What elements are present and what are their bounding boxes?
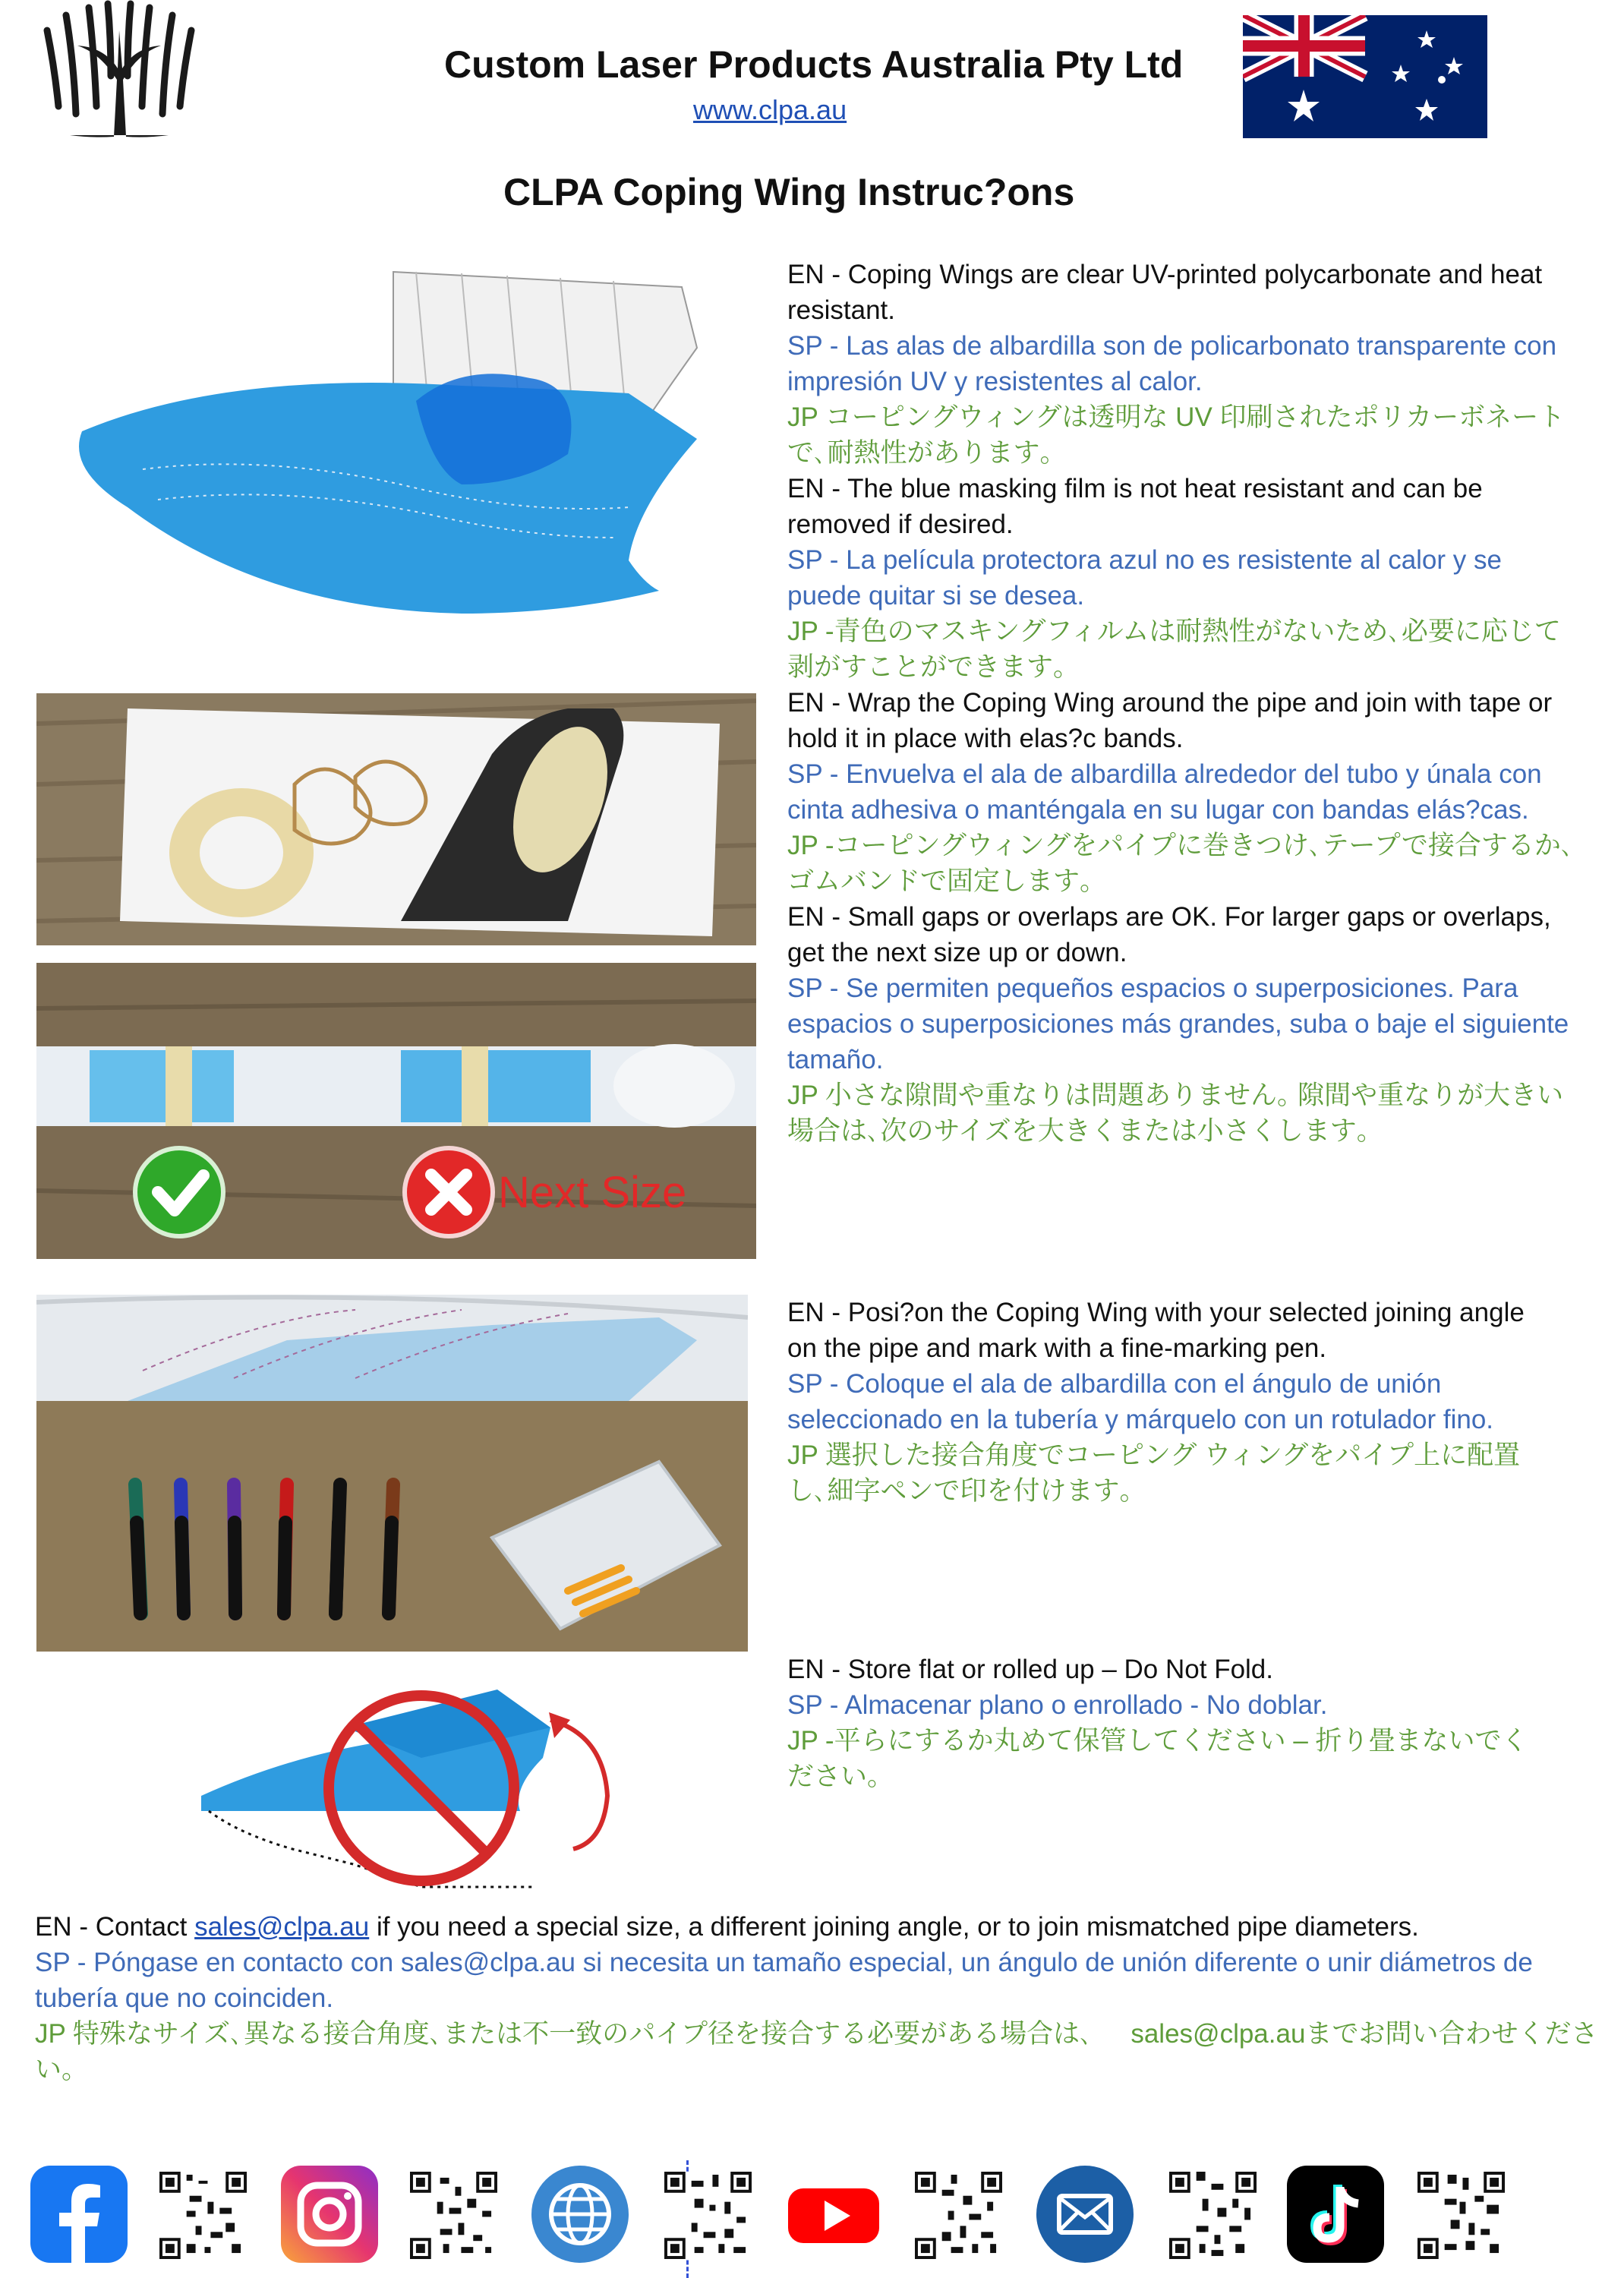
youtube-qr-code[interactable] [915, 2172, 1002, 2259]
facebook-icon[interactable] [30, 2166, 128, 2263]
contact-jp [35, 2016, 1622, 2087]
website-link[interactable]: www.clpa.au [693, 94, 847, 125]
pipe-fit-comparison-image [36, 963, 756, 1259]
company-name: Custom Laser Products Australia Pty Ltd [444, 43, 1184, 86]
contact-block [35, 1909, 1622, 2087]
marking-pens-image [36, 1295, 748, 1652]
section-5-sp: SP - Coloque el ala de albardilla con el ángulo de unión seleccionado en la tubería y márquelo con un rotulador fino. [787, 1369, 1494, 1434]
section-2-sp: SP - La película protectora azul no es resistente al calor y se puede quitar si se desea. [787, 545, 1502, 611]
tape-and-bands-image [36, 693, 756, 945]
youtube-icon[interactable] [785, 2166, 882, 2263]
australian-flag [1243, 15, 1487, 138]
contact-jp-email: sales@clpa.au [1130, 2019, 1306, 2049]
section-material [787, 257, 1577, 1149]
contact-en-prefix: EN - Contact [35, 1912, 188, 1942]
section-4-jp: JP 小さな隙間や重なりは問題ありません｡ 隙間や重なりが大きい場合は､次のサイズを大きくまたは小さくします｡ [787, 1081, 1564, 1146]
email-qr-code[interactable] [1169, 2172, 1257, 2259]
instagram-qr-code[interactable] [410, 2172, 497, 2259]
section-1-jp: JP コーピングウィングは透明な UV 印刷されたポリカーボネートで､耐熱性があります｡ [787, 402, 1566, 468]
contact-jp-suffix: までお問い合わせください｡ [35, 2019, 1598, 2084]
contact-jp-prefix: JP 特殊なサイズ､異なる接合角度､または不一致のパイプ径を接合する必要がある場合は､ [35, 2019, 1093, 2049]
facebook-qr-code[interactable] [159, 2172, 247, 2259]
section-4-sp: SP - Se permiten pequeños espacios o superposiciones. Para espacios o superposiciones más grandes, suba o baje el siguiente tamaño. [787, 973, 1569, 1074]
page-title: CLPA Coping Wing Instruc?ons [503, 171, 1075, 213]
section-4-en: EN - Small gaps or overlaps are OK. For larger gaps or overlaps, get the next size up or down. [787, 902, 1551, 967]
section-5-jp: JP 選択した接合角度でコーピング ウィングをパイプ上に配置し､細字ペンで印を付けます｡ [787, 1440, 1521, 1506]
section-3-jp: JP -コーピングウィングをパイプに巻きつけ､テープで接合するか､ゴムバンドで固定します｡ [787, 831, 1575, 896]
do-not-fold-image [194, 1659, 623, 1902]
section-1-sp: SP - Las alas de albardilla son de policarbonato transparente con impresión UV y resistentes al calor. [787, 331, 1557, 396]
tree-logo [32, 0, 207, 140]
globe-icon[interactable] [531, 2166, 629, 2263]
section-2-jp: JP -青色のマスキングフィルムは耐熱性がないため､必要に応じて剥がすことができます｡ [787, 617, 1561, 682]
section-6-jp: JP -平らにするか丸めて保管してください – 折り畳まないでください｡ [787, 1726, 1528, 1791]
section-2-en: EN - The blue masking film is not heat resistant and can be removed if desired. [787, 474, 1483, 539]
contact-email-link[interactable]: sales@clpa.au [194, 1912, 370, 1942]
instagram-icon[interactable] [281, 2166, 378, 2263]
website-qr-code[interactable] [664, 2172, 752, 2259]
contact-en [35, 1909, 1622, 1945]
section-1-en: EN - Coping Wings are clear UV-printed polycarbonate and heat resistant. [787, 260, 1543, 325]
email-icon[interactable] [1036, 2166, 1134, 2263]
section-6-sp: SP - Almacenar plano o enrollado - No doblar. [787, 1690, 1328, 1720]
contact-sp: SP - Póngase en contacto con sales@clpa.au si necesita un tamaño especial, un ángulo de unión diferente o unir diámetros de tubería que no coinciden. [35, 1948, 1533, 2013]
section-6-en: EN - Store flat or rolled up – Do Not Fold. [787, 1655, 1273, 1684]
section-3-en: EN - Wrap the Coping Wing around the pipe and join with tape or hold it in place with elas?c bands. [787, 688, 1553, 753]
section-storage [787, 1652, 1547, 1794]
tiktok-qr-code[interactable] [1417, 2172, 1505, 2259]
section-3-sp: SP - Envuelva el ala de albardilla alrededor del tubo y únala con cinta adhesiva o manténgala en su lugar con bandas elás?cas. [787, 759, 1542, 825]
contact-en-suffix: if you need a special size, a different joining angle, or to join mismatched pipe diameters. [376, 1912, 1419, 1942]
section-5-en: EN - Posi?on the Coping Wing with your selected joining angle on the pipe and mark with a fine-marking pen. [787, 1298, 1525, 1363]
coping-wing-image [36, 257, 743, 652]
tiktok-icon[interactable] [1287, 2166, 1384, 2263]
section-marking [787, 1295, 1547, 1509]
next-size-label: Next Size [498, 1168, 687, 1217]
